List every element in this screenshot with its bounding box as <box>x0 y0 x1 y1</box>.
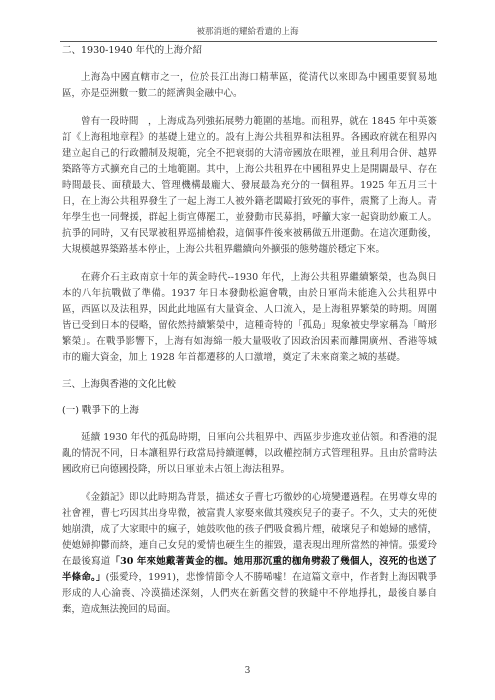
paragraph-s3-1: 延續 1930 年代的孤島時期，日軍向公共租界中、西區步步進攻並佔領。和香港的混亂的情況不同，日本讓租界行政當局持續運轉，以政權控制方式管理租界。且由於當時法國政府已向德國投降，所以日軍並未占領上海法租界。 <box>62 432 437 475</box>
paragraph-s3-2-text-a: 《金鎖記》即以此時期為背景，描述女子曹七巧徹妙的心境變遷過程。在男尊女卑的社會裡，曹七巧因其出身卑微，被富貴人家娶來做其殘疾兒子的妻子。不久，丈夫的死使她崩潰，成了大家眼中的瘋子，她鼓吹他的孩子們吸食鴉片煙，破壞兒子和媳婦的感情，使媳婦抑鬱而終，連自己女兒的愛情也硬生生的摧毀，還表現出理所當然的神情。張愛玲在最後寫道 <box>62 492 437 567</box>
paragraph-s3-2 <box>62 490 437 618</box>
running-header: 被那消逝的耀給看遺的上海 <box>196 27 299 37</box>
paragraph-s2-3: 在蔣介石主政南京十年的黃金時代--1930 年代，上海公共租界繼續繁榮，也為與日本的八年抗戰做了準備。1937 年日本發動松滬會戰，由於日軍尚未能進入公共租界中區，西區以及法租界，因此此地區有大量資金、人口流入，是上海租界繁榮的時期。周圍皆已受到日本的侵略，留依然持續繁榮中，這種奇特的「孤島」現象被史學家稱為「畸形繁榮」。在戰爭影響下，上海有如海綿一般大量吸收了因政治因素而離開廣州、香港等城市的龐大資金，加上 1928 年首都遷移的人口激增，奠定了未來商業之城的基礎。 <box>62 272 437 363</box>
subsection-heading-1: (一) 戰爭下的上海 <box>62 405 139 416</box>
document-body <box>62 44 437 618</box>
page-number: 3 <box>244 666 251 676</box>
quote-bold: 「30 年來她戴著黃金的枷。她用那沉重的枷角劈殺了幾個人，沒死的也送了半條命。」 <box>62 556 437 583</box>
paragraph-s2-2: 曾有一段時間 ，上海成為列強拓展勢力範圍的基地。而租界，就在 1845 年中英簽訂《上海租地章程》的基礎上建立的。設有上海公共租界和法租界。各國政府就在租界內建立起自己的行政體制及規範，完全不把衰弱的大清帝國放在眼裡，並且利用合併、越界築路等方式擴充自己的土地範圍。其中，上海公共租界在中國租界史上是開闢最早、存在時間最長、面積最大、管理機構最龐大、發展最為充分的一個租界。1925 年五月三十日，在上海公共租界發生了一起上海工人被外籍老闆毆打致死的事件，震驚了上海人。青年學生也一同聲援，群起上街宣傳罷工，並發動市民募捐，呼籲大家一起資助紗廠工人。抗爭的同時，又有民眾被租界巡捕槍殺，這個事件後來被稱做五卅運動。在這次運動後，大規模越界築路基本停止，上海公共租界繼續向外擴張的態勢趨於穩定下來。 <box>62 116 437 255</box>
section-heading-2: 二、1930-1940 年代的上海介紹 <box>62 45 203 56</box>
section-heading-3: 三、上海與香港的文化比較 <box>62 379 177 390</box>
header-divider <box>60 41 437 42</box>
paragraph-s3-2-text-b: (張愛玲，1991)，悲慘情節令人不勝唏噓！在這篇文章中，作者對上海因戰爭形成的人心淪喪、冷漠描述深刻，人們夾在新舊交替的狹縫中不停地掙扎，最後自暴自棄，造成無法挽回的局面。 <box>62 572 437 615</box>
paragraph-s2-1: 上海為中國直轄市之一，位於長江出海口精華區，從清代以來即為中國重要貿易地區，亦是亞洲數一數二的經濟與金融中心。 <box>62 72 437 99</box>
